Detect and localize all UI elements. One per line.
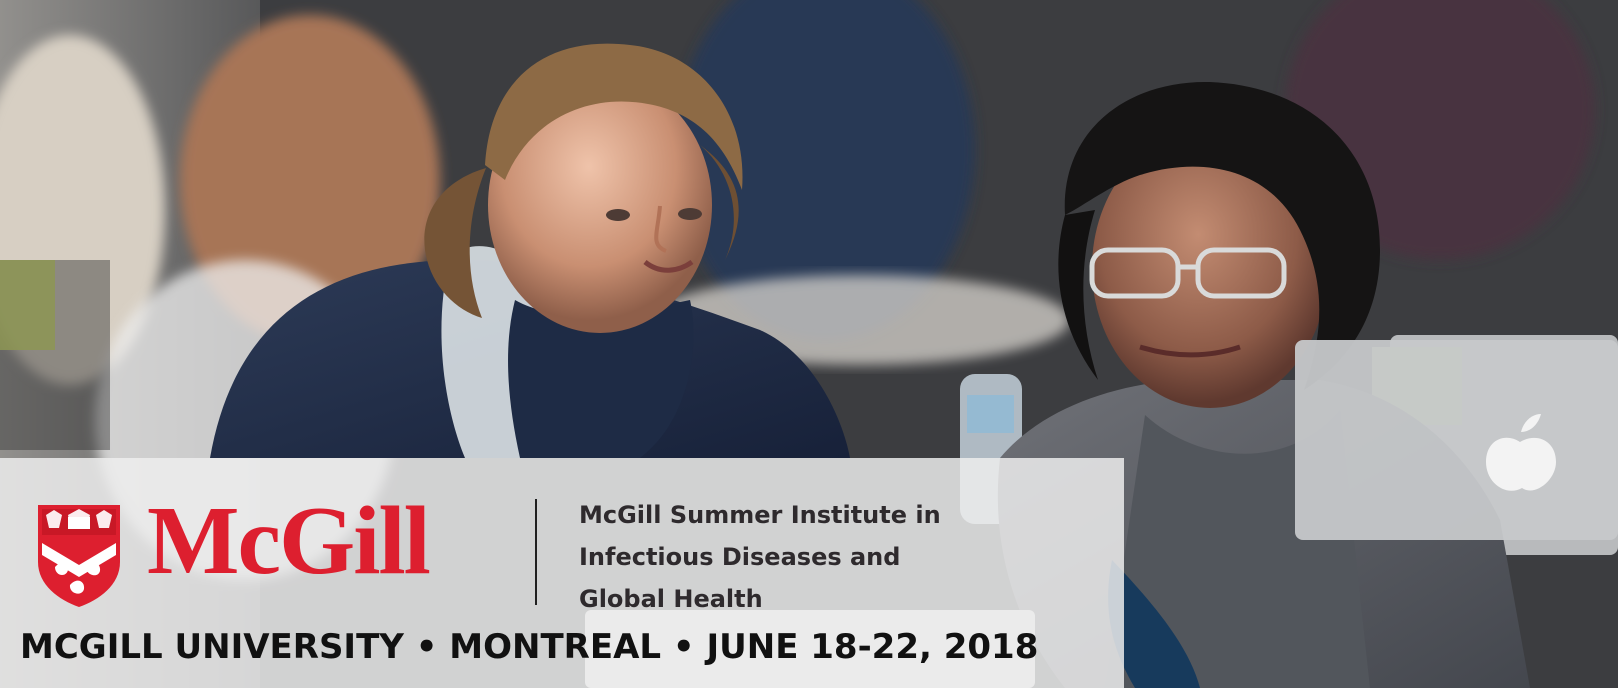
institute-title [579, 494, 999, 620]
institute-title-line-2: Infectious Diseases and [579, 543, 901, 571]
logo-divider [535, 499, 537, 605]
institute-title-line-3: Global Health [579, 585, 763, 613]
mcgill-wordmark: McGill [147, 487, 429, 595]
institute-title-line-1: McGill Summer Institute in [579, 501, 941, 529]
mcgill-crest-icon [34, 497, 124, 609]
event-details: MCGILL UNIVERSITY • MONTREAL • JUNE 18-22, 2018 [20, 627, 1039, 667]
